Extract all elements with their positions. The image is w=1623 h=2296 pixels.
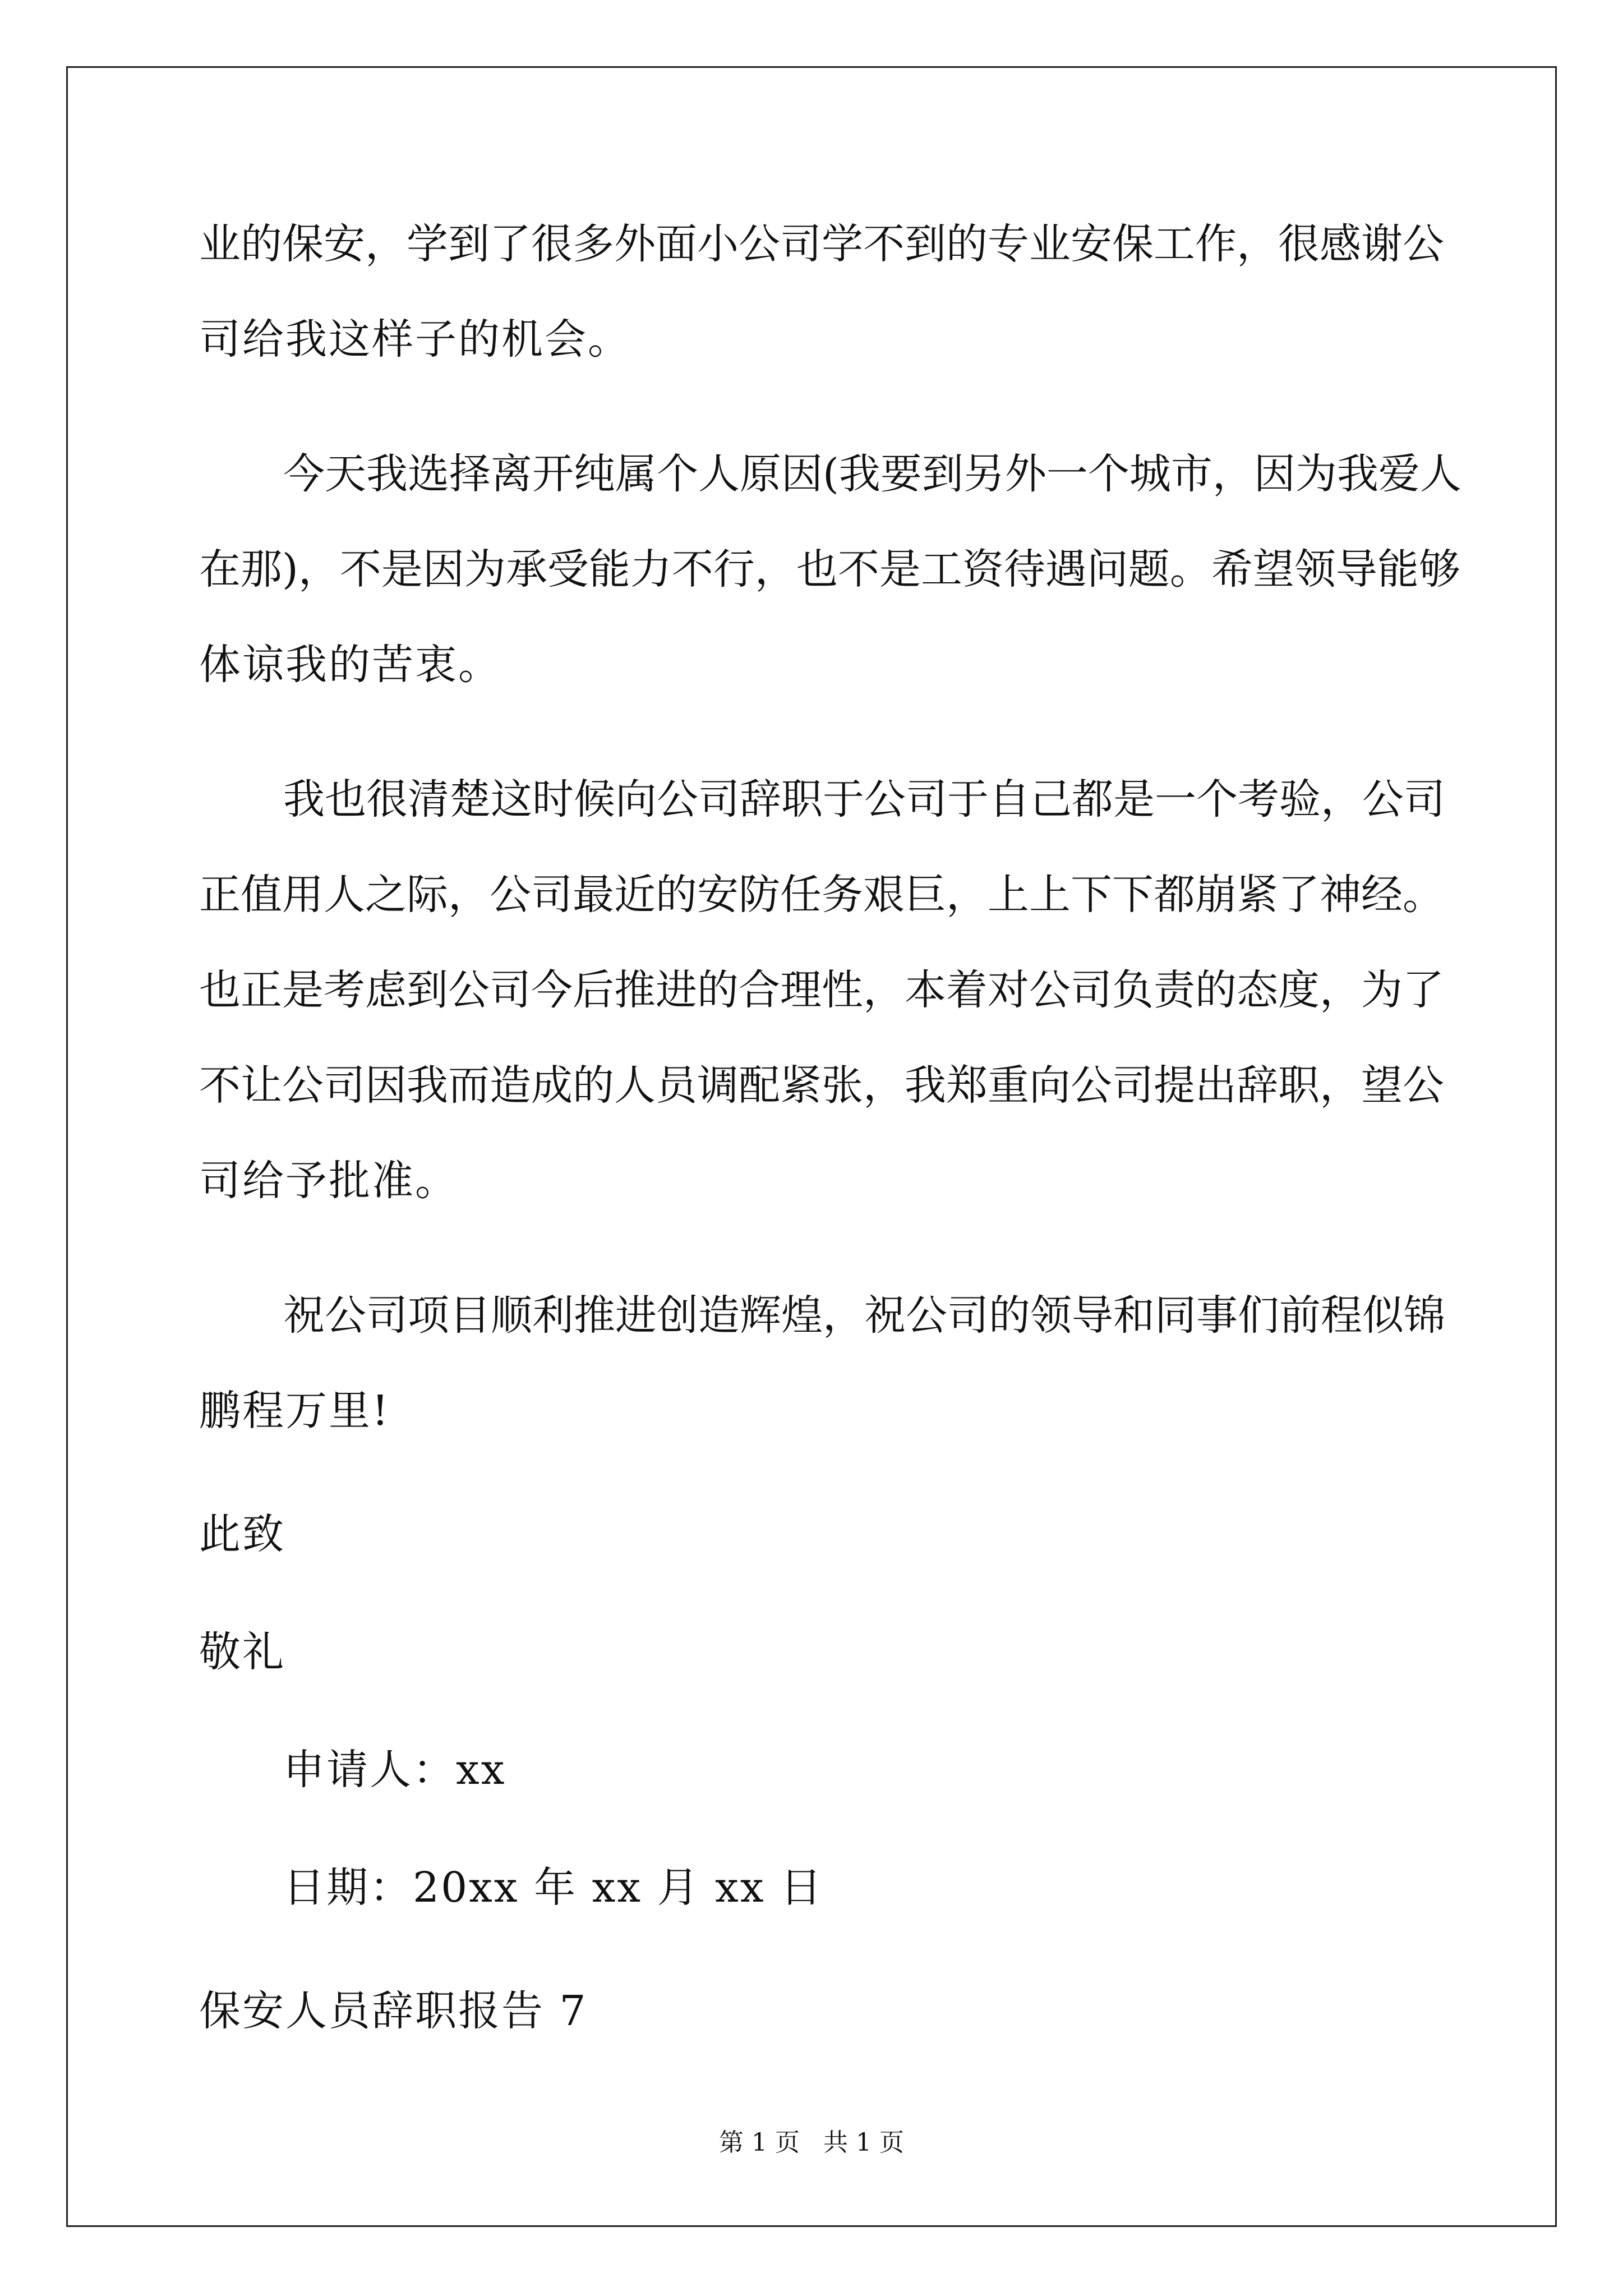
paragraph-3-line-2: 正值用人之际，公司最近的安防任务艰巨，上上下下都崩紧了神经。 — [199, 871, 1444, 919]
closing-salutation: 此致 — [199, 1510, 285, 1558]
paragraph-2-line-1: 今天我选择离开纯属个人原因(我要到另外一个城市，因为我爱人 — [283, 450, 1461, 498]
page-footer — [0, 2126, 1623, 2160]
paragraph-2-line-3: 体谅我的苦衷。 — [199, 641, 501, 689]
paragraph-3-line-3: 也正是考虑到公司今后推进的合理性，本着对公司负责的态度，为了 — [199, 966, 1444, 1014]
paragraph-1-line-1: 业的保安，学到了很多外面小公司学不到的专业安保工作，很感谢公 — [199, 220, 1444, 268]
paragraph-3-line-1: 我也很清楚这时候向公司辞职于公司于自己都是一个考验，公司 — [283, 775, 1445, 823]
applicant-line: 申请人：xx — [283, 1746, 506, 1794]
date-line: 日期：20xx 年 xx 月 xx 日 — [283, 1864, 824, 1912]
paragraph-2-line-2: 在那)，不是因为承受能力不行，也不是工资待遇问题。希望领导能够 — [199, 545, 1460, 593]
next-section-title: 保安人员辞职报告 7 — [199, 1987, 588, 2035]
paragraph-3-line-5: 司给予批准。 — [199, 1157, 458, 1205]
paragraph-3-line-4: 不让公司因我而造成的人员调配紧张，我郑重向公司提出辞职，望公 — [199, 1061, 1444, 1110]
paragraph-4-line-2: 鹏程万里! — [199, 1387, 390, 1435]
paragraph-1-line-2: 司给我这样子的机会。 — [199, 315, 631, 364]
page-number-total: 共 1 页 — [823, 2128, 904, 2157]
closing-regards: 敬礼 — [199, 1628, 285, 1676]
page-number-current: 第 1 页 — [719, 2128, 800, 2157]
paragraph-4-line-1: 祝公司项目顺利推进创造辉煌，祝公司的领导和同事们前程似锦 — [283, 1291, 1445, 1340]
